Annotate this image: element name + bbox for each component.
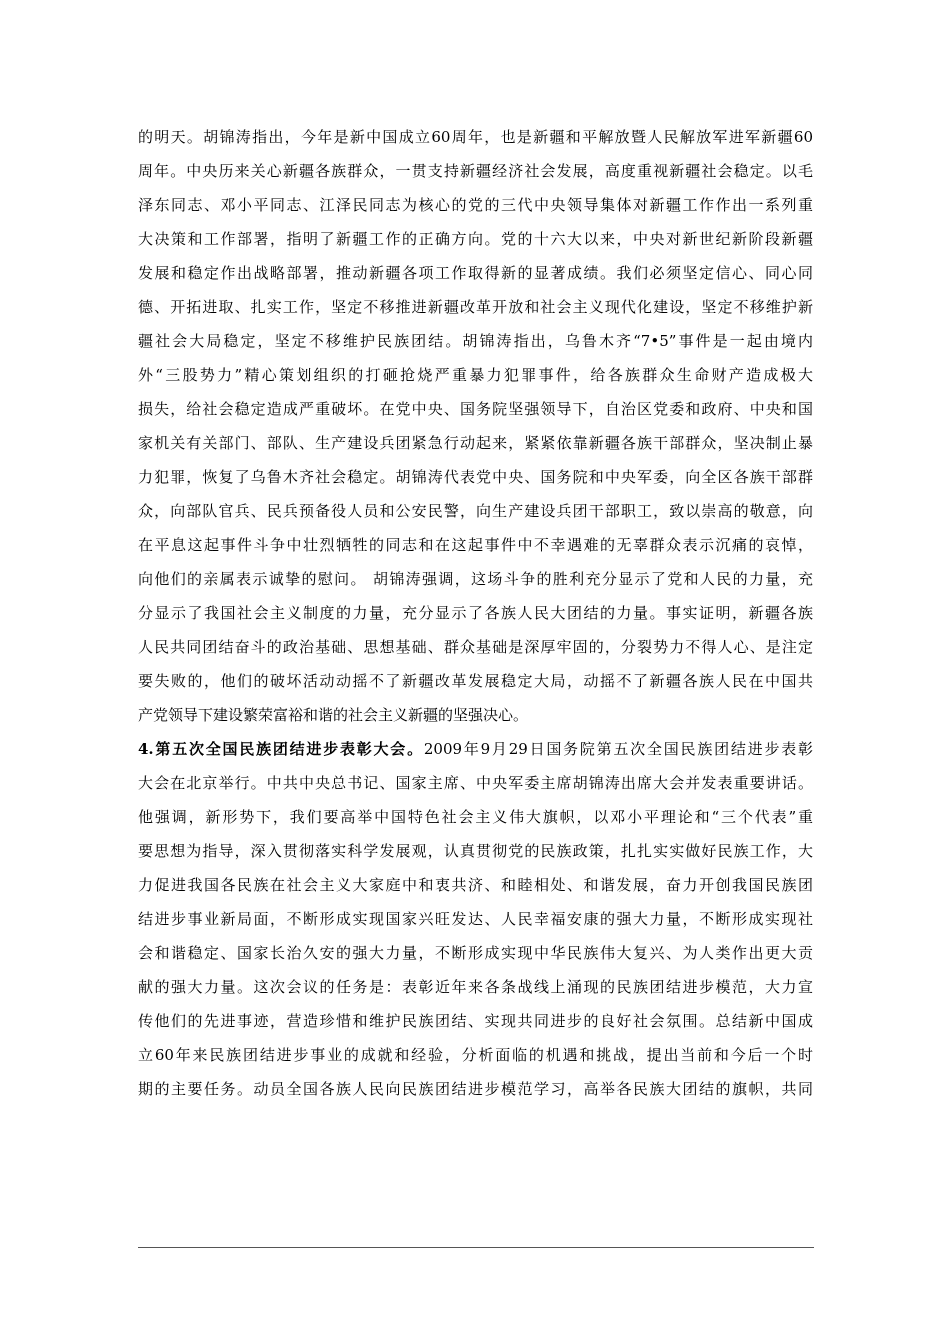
text-line: 家机关有关部门、部队、生产建设兵团紧急行动起来，紧紧依靠新疆各族干部群众，坚决制止暴 bbox=[138, 434, 813, 452]
text-line: 力促进我国各民族在社会主义大家庭中和衷共济、和睦相处、和谐发展，奋力开创我国民族团 bbox=[138, 876, 813, 894]
text-line: 的明天。胡锦涛指出，今年是新中国成立60周年，也是新疆和平解放暨人民解放军进军新疆60 bbox=[138, 128, 813, 146]
footer-divider bbox=[138, 1247, 814, 1248]
text-line: 力犯罪，恢复了乌鲁木齐社会稳定。胡锦涛代表党中央、国务院和中央军委，向全区各族干部群 bbox=[138, 468, 813, 486]
text-line-paragraph-end: 产党领导下建设繁荣富裕和谐的社会主义新疆的坚强决心。 bbox=[138, 706, 529, 724]
text-line: 大会在北京举行。中共中央总书记、国家主席、中央军委主席胡锦涛出席大会并发表重要讲话。 bbox=[138, 774, 813, 792]
text-line: 献的强大力量。这次会议的任务是：表彰近年来各条战线上涌现的民族团结进步模范，大力宣 bbox=[138, 978, 813, 996]
text-line: 期的主要任务。动员全国各族人民向民族团结进步模范学习，高举各民族大团结的旗帜，共同 bbox=[138, 1080, 813, 1098]
text-line: 要失败的，他们的破坏活动动摇不了新疆改革发展稳定大局，动摇不了新疆各族人民在中国共 bbox=[138, 672, 813, 690]
section-heading: 4.第五次全国民族团结进步表彰大会。 bbox=[138, 740, 424, 758]
text-line: 发展和稳定作出战略部署，推动新疆各项工作取得新的显著成绩。我们必须坚定信心、同心同 bbox=[138, 264, 813, 282]
text-line: 立60年来民族团结进步事业的成就和经验，分析面临的机遇和挑战，提出当前和今后一个时 bbox=[138, 1046, 813, 1064]
text-line: 他强调，新形势下，我们要高举中国特色社会主义伟大旗帜，以邓小平理论和“三个代表”重 bbox=[138, 808, 813, 826]
text-line: 会和谐稳定、国家长治久安的强大力量，不断形成实现中华民族伟大复兴、为人类作出更大贡 bbox=[138, 944, 813, 962]
text-line: 周年。中央历来关心新疆各族群众，一贯支持新疆经济社会发展，高度重视新疆社会稳定。以毛 bbox=[138, 162, 813, 180]
text-line: 分显示了我国社会主义制度的力量，充分显示了各族人民大团结的力量。事实证明，新疆各族 bbox=[138, 604, 813, 622]
text-line: 在平息这起事件斗争中壮烈牺牲的同志和在这起事件中不幸遇难的无辜群众表示沉痛的哀悼， bbox=[138, 536, 813, 554]
text-line: 传他们的先进事迹，营造珍惜和维护民族团结、实现共同进步的良好社会氛围。总结新中国成 bbox=[138, 1012, 813, 1030]
body-text bbox=[138, 120, 813, 1106]
text-line: 要思想为指导，深入贯彻落实科学发展观，认真贯彻党的民族政策，扎扎实实做好民族工作，大 bbox=[138, 842, 813, 860]
text-line: 人民共同团结奋斗的政治基础、思想基础、群众基础是深厚牢固的，分裂势力不得人心、是注定 bbox=[138, 638, 813, 656]
text-line: 损失，给社会稳定造成严重破坏。在党中央、国务院坚强领导下，自治区党委和政府、中央和国 bbox=[138, 400, 813, 418]
text-line: 泽东同志、邓小平同志、江泽民同志为核心的党的三代中央领导集体对新疆工作作出一系列重 bbox=[138, 196, 813, 214]
text-line: 众，向部队官兵、民兵预备役人员和公安民警，向生产建设兵团干部职工，致以崇高的敬意，向 bbox=[138, 502, 813, 520]
text-line: 外“三股势力”精心策划组织的打砸抢烧严重暴力犯罪事件，给各族群众生命财产造成极大 bbox=[138, 366, 813, 384]
text-line: 大决策和工作部署，指明了新疆工作的正确方向。党的十六大以来，中央对新世纪新阶段新疆 bbox=[138, 230, 813, 248]
text-line: 疆社会大局稳定，坚定不移维护民族团结。胡锦涛指出，乌鲁木齐“7•5”事件是一起由境内 bbox=[138, 332, 813, 350]
section-heading-line bbox=[138, 732, 813, 766]
text-line: 向他们的亲属表示诚挚的慰问。 胡锦涛强调，这场斗争的胜利充分显示了党和人民的力量，充 bbox=[138, 570, 813, 588]
text-line: 结进步事业新局面，不断形成实现国家兴旺发达、人民幸福安康的强大力量，不断形成实现社 bbox=[138, 910, 813, 928]
section-heading-rest: 2009年9月29日国务院第五次全国民族团结进步表彰 bbox=[423, 740, 813, 758]
text-line: 德、开拓进取、扎实工作，坚定不移推进新疆改革开放和社会主义现代化建设，坚定不移维护新 bbox=[138, 298, 813, 316]
